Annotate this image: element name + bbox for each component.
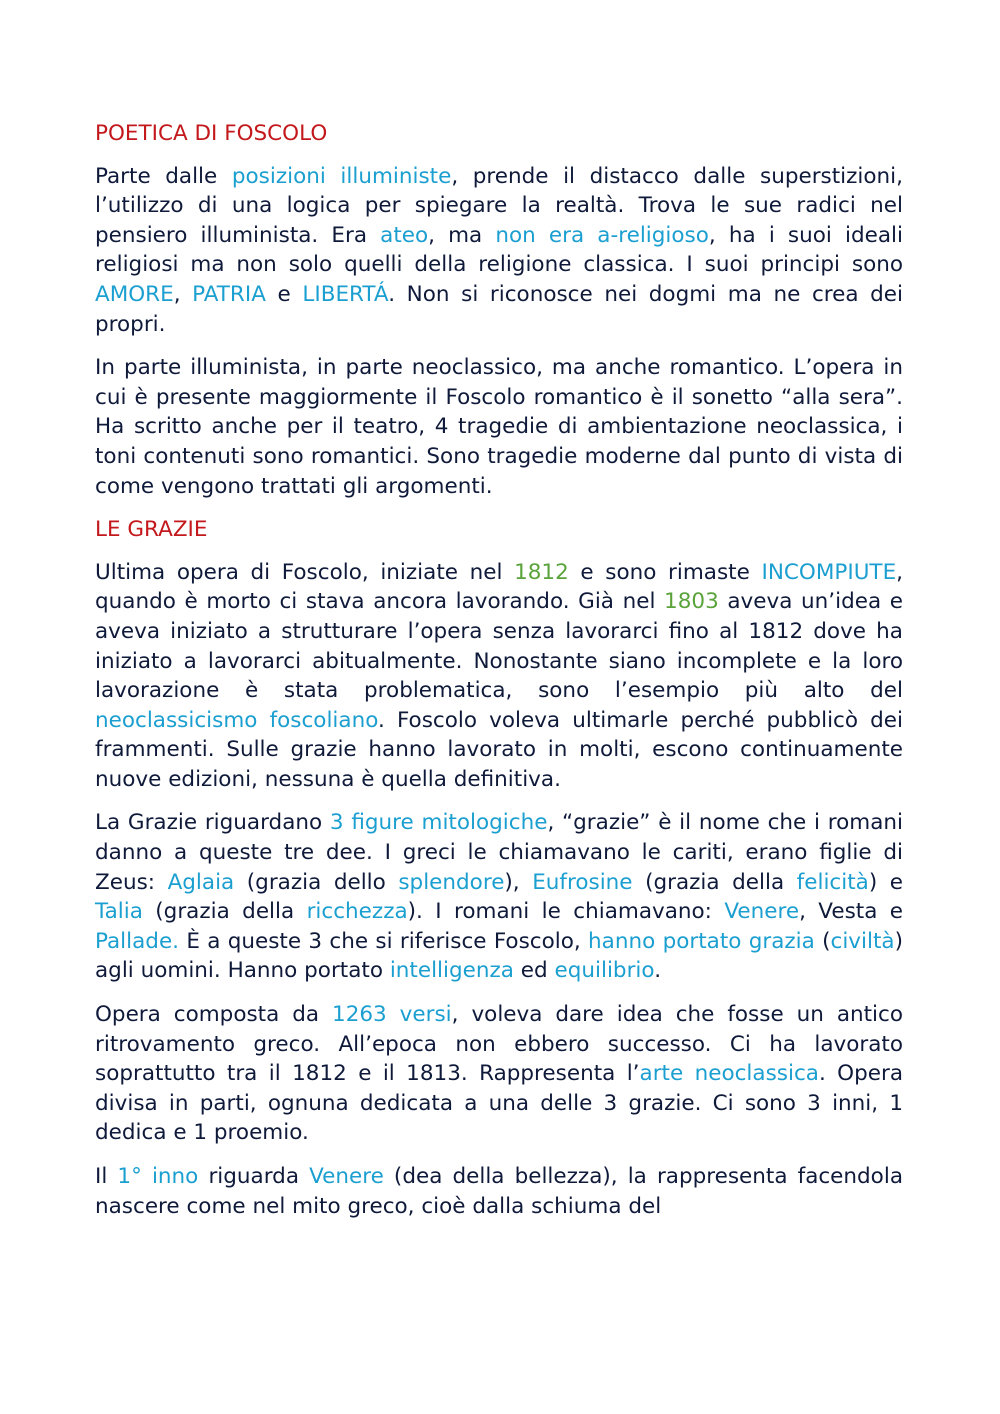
text-run: (grazia della xyxy=(142,899,307,925)
highlighted-year: 1812 xyxy=(514,559,569,585)
text-run: , xyxy=(173,281,193,307)
text-run: riguarda xyxy=(198,1164,310,1189)
highlighted-term: 3 figure mitologiche xyxy=(329,810,548,836)
text-run: Parte dalle xyxy=(95,163,232,189)
text-run: Opera composta da xyxy=(95,1002,333,1028)
text-run: e xyxy=(265,281,303,307)
section-heading: LE GRAZIE xyxy=(95,517,208,543)
text-run: Il xyxy=(95,1164,118,1189)
highlighted-term: posizioni illuministe xyxy=(231,163,452,189)
text-run: In parte illuminista, in parte neoclassico, ma anche romantico. L’opera in cui è presente maggiormente il Foscolo romantico è il sonetto “alla sera”. Ha scritto anche per il teatro, 4 tragedie di ambientazione neoclassica, i toni contenuti sono romantici. Sono tragedie moderne dal punto di vista di come vengono trattati gli argomenti. xyxy=(95,355,903,499)
highlighted-year: 1803 xyxy=(664,589,719,615)
highlighted-term: Aglaia xyxy=(167,869,235,895)
text-run: ), xyxy=(504,869,533,895)
text-run: . Foscolo voleva ultimarle perché pubblicò dei frammenti. Sulle grazie hanno lavorato in molti, escono continuamente nuove edizioni, nessuna è quella definitiva. xyxy=(95,707,903,792)
text-run: (grazia della xyxy=(632,869,797,895)
text-run: e sono rimaste xyxy=(568,559,762,585)
highlighted-term: arte neoclassica xyxy=(639,1061,819,1087)
text-run: (grazia dello xyxy=(234,869,399,895)
text-run: ed xyxy=(513,958,555,984)
highlighted-term: intelligenza xyxy=(389,958,514,984)
highlighted-term: INCOMPIUTE xyxy=(761,559,897,585)
text-run: , ma xyxy=(428,222,496,248)
highlighted-term: 1° inno xyxy=(117,1164,199,1189)
text-run: . Non si riconosce nei dogmi ma ne crea dei propri. xyxy=(95,281,903,337)
text-run: , ha i suoi ideali religiosi ma non solo quelli della religione classica. I suoi principi sono xyxy=(95,222,903,278)
highlighted-term: neoclassicismo foscoliano xyxy=(95,707,378,733)
text-run: La Grazie riguardano xyxy=(95,810,330,836)
highlighted-term: AMORE xyxy=(95,281,174,307)
highlighted-term: LIBERTÁ xyxy=(302,281,389,307)
highlighted-term: Eufrosine xyxy=(532,869,633,895)
text-run: , quando è morto ci stava ancora lavorando. Già nel xyxy=(95,559,903,615)
text-run: . xyxy=(654,958,662,984)
text-run: , prende il distacco dalle superstizioni, l’utilizzo di una logica per spiegare la realtà. Trova le sue radici nel pensiero illuminista. Era xyxy=(95,163,903,248)
text-run: Ultima opera di Foscolo, iniziate nel xyxy=(95,559,515,585)
highlighted-term: ricchezza xyxy=(306,899,408,925)
highlighted-term: PATRIA xyxy=(192,281,266,307)
text-run: , voleva dare idea che fosse un antico ritrovamento greco. All’epoca non ebbero successo. Ci ha lavorato soprattutto tra il 1812 e il 1813. Rappresenta l’ xyxy=(95,1002,904,1087)
text-run: , Vesta e xyxy=(799,899,904,925)
text-run: ). I romani le chiamavano: xyxy=(407,899,725,925)
text-run: ) agli uomini. Hanno portato xyxy=(95,928,903,984)
highlighted-term: splendore xyxy=(398,869,505,895)
highlighted-term: Venere xyxy=(309,1164,384,1189)
paragraph xyxy=(95,353,903,501)
text-run: È a queste 3 che si riferisce Foscolo, xyxy=(179,928,589,954)
highlighted-term: felicità xyxy=(796,869,869,895)
highlighted-term: civiltà xyxy=(830,928,895,954)
highlighted-term: Talia xyxy=(95,899,143,925)
highlighted-term: equilibrio xyxy=(554,958,655,984)
text-run: (dea della bellezza), la rappresenta facendola nascere come nel mito greco, cioè dalla schiuma del xyxy=(95,1164,903,1219)
paragraph xyxy=(95,162,903,340)
paragraph xyxy=(95,558,903,795)
highlighted-term: ateo xyxy=(380,222,429,248)
highlighted-term: 1263 versi xyxy=(332,1002,452,1028)
section-heading: POETICA DI FOSCOLO xyxy=(95,121,328,146)
paragraph xyxy=(95,808,903,986)
paragraph xyxy=(95,1000,903,1148)
text-run: aveva un’idea e aveva iniziato a strutturare l’opera senza lavorarci fino al 1812 dove ha iniziato a lavorarci abitualmente. Nonostante siano incomplete e la loro lavorazione è stata problematica, sono l’esempio più alto del xyxy=(95,589,903,704)
document-body xyxy=(95,119,903,1235)
highlighted-term: Pallade. xyxy=(95,928,180,954)
text-run: , “grazie” è il nome che i romani danno a queste tre dee. I greci le chiamavano le cariti, erano figlie di Zeus: xyxy=(95,810,903,895)
highlighted-term: hanno portato grazia xyxy=(588,928,815,954)
text-run: . Opera divisa in parti, ognuna dedicata a una delle 3 grazie. Ci sono 3 inni, 1 dedica e 1 proemio. xyxy=(95,1061,903,1146)
text-run: ( xyxy=(814,928,831,954)
highlighted-term: non era a-religioso xyxy=(495,222,709,248)
highlighted-term: Venere xyxy=(724,899,800,925)
paragraph xyxy=(95,1162,903,1221)
text-run: ) e xyxy=(868,869,903,895)
